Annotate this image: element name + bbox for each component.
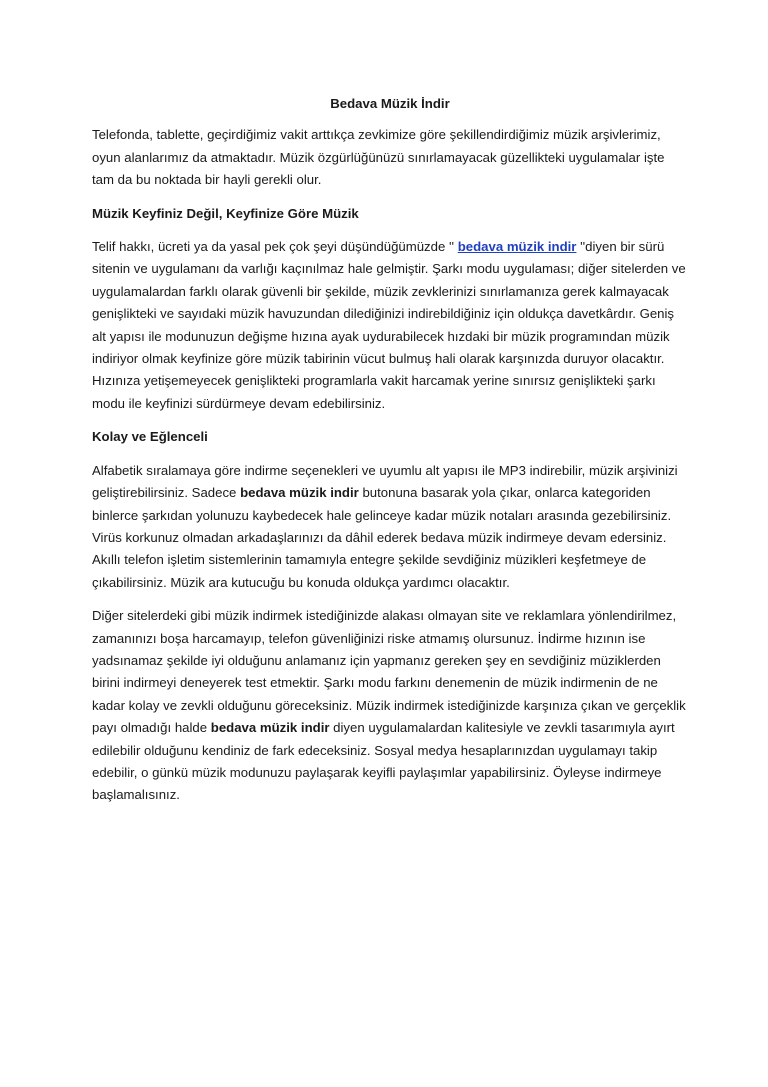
section2-p1-text-after: butonuna basarak yola çıkar, onlarca kategoriden binlerce şarkıdan yolunuzu kaybedecek hale gelinceye kadar müzik notaları arasında gezebilirsiniz. Virüs korkunuz olmadan arkadaşlarınızı da dâhil ederek bedava müzik indirmeye devam edersiniz. Akıllı telefon işletim sistemlerinin tamamıyla entegre şekilde sevdiğiniz müzikleri keşfetmeye de çıkabilirsiniz. Müzik ara kutucuğu bu konuda oldukça yardımcı olacaktır.	[92, 485, 672, 590]
section2-p1-bold-phrase: bedava müzik indir	[240, 485, 359, 501]
section1-paragraph	[92, 236, 688, 415]
document-page	[92, 93, 688, 818]
section1-text-before-link: Telif hakkı, ücreti ya da yasal pek çok şeyi düşündüğümüzde ''	[92, 239, 458, 255]
section-heading-kolay-ve-eglenceli: Kolay ve Eğlenceli	[92, 429, 208, 445]
section2-p1-text-before: Alfabetik sıralamaya göre indirme seçenekleri ve uyumlu alt yapısı ile MP3 indirebilir, müzik arşivinizi geliştirebilirsiniz. Sadece	[92, 462, 678, 501]
section1-text-after-link: ''diyen bir sürü sitenin ve uygulamanı da varlığı kaçınılmaz hale gelmiştir. Şarkı modu uygulaması; diğer sitelerden ve uygulamalardan farklı olarak güvenli bir şekilde, müzik zevklerinizi sınırlamanıza gerek kalmayacak genişlikteki ve sayıdaki müzik havuzundan dilediğinizi indirebildiğiniz için oldukça davetkârdır. Geniş alt yapısı ile modunuzun değişme hızına ayak uydurabilecek hızdaki bir müzik programından müzik indiriyor olmak keyfinize göre müzik tabirinin vücut bulmuş hali olarak karşınızda duruyor olacaktır. Hızınıza yetişemeyecek genişlikteki programlarla vakit harcamak yerine sınırsız genişlikteki şarkı modu ile keyfinizi sürdürmeye devam edebilirsiniz.	[92, 239, 686, 411]
section2-p2-text-before: Diğer sitelerdeki gibi müzik indirmek istediğinizde alakası olmayan site ve reklamlara yönlendirilmez, zamanınızı boşa harcamayıp, telefon güvenliğinizi riske atmamış olursunuz. İndirme hızının ise yadsınamaz şekilde iyi olduğunu anlamanız için yapmanız gereken şey en sevdiğiniz müziklerden birini indirmeyi deneyerek test etmektir. Şarkı modu farkını denemenin de müzik indirmenin de ne kadar kolay ve zevkli olduğunu göreceksiniz. Müzik indirmek istediğinizde karşınıza çıkan ve gerçeklik payı olmadığı halde	[92, 608, 686, 736]
section2-paragraph-1	[92, 460, 688, 594]
section2-p2-bold-phrase: bedava müzik indir	[210, 720, 330, 736]
section2-paragraph-2	[92, 605, 688, 807]
document-title: Bedava Müzik İndir	[330, 96, 450, 111]
section2-p2-text-after: diyen uygulamalardan kalitesiyle ve zevkli tasarımıyla ayırt edilebilir olduğunu kendiniz de fark edeceksiniz. Sosyal medya hesaplarınızdan uygulamayı takip edebilir, o günkü müzik modunuzu paylaşarak keyifli paylaşımlar yapabilirsiniz. Öyleyse indirmeye başlamalısınız.	[92, 720, 675, 803]
intro-paragraph: Telefonda, tablette, geçirdiğimiz vakit arttıkça zevkimize göre şekillendirdiğimiz müzik arşivlerimiz, oyun alanlarımız da atmaktadır. Müzik özgürlüğünüzü sınırlamayacak güzellikteki uygulamalar işte tam da bu noktada bir hayli gerekli olur.	[92, 127, 665, 188]
section-heading-muzik-keyfiniz: Müzik Keyfiniz Değil, Keyfinize Göre Müzik	[92, 205, 359, 221]
bedava-muzik-indir-link[interactable]: bedava müzik indir	[457, 239, 577, 255]
